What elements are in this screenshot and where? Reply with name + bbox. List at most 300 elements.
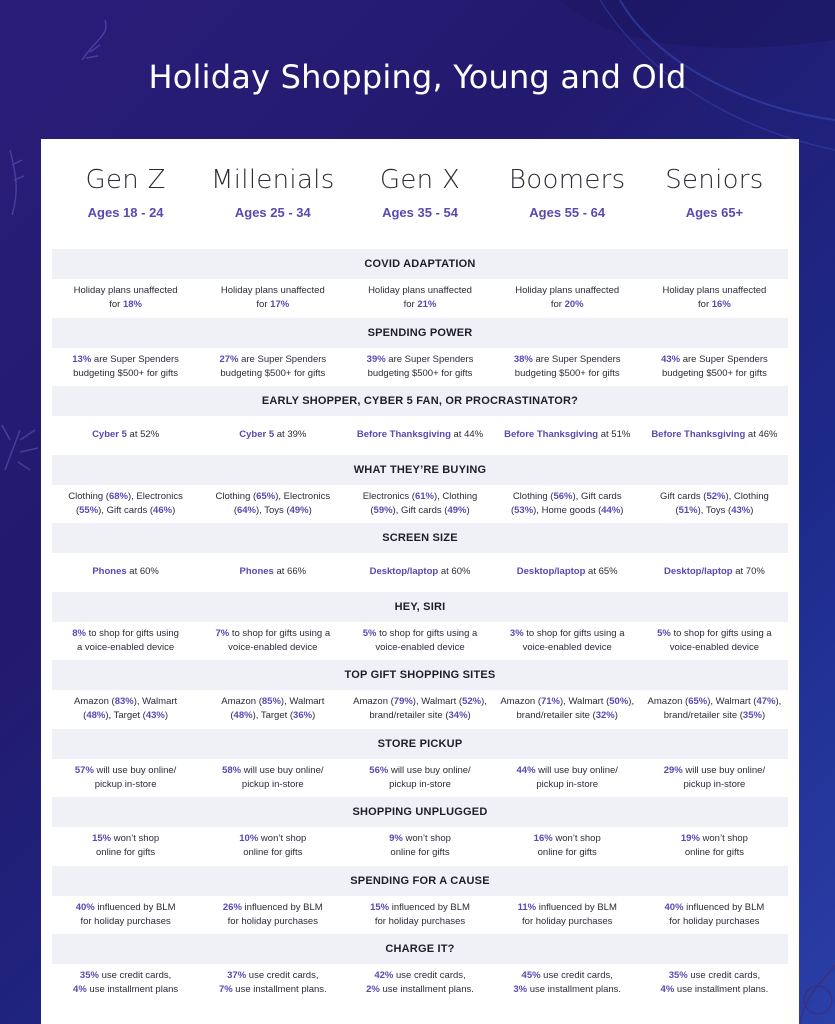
generation-column <box>199 165 346 220</box>
cell-text: ), Toys ( <box>256 504 290 516</box>
cell-line <box>645 504 784 518</box>
cell-text: Holiday plans unaffected <box>220 285 325 297</box>
cell-text: pickup in-store <box>683 778 746 790</box>
table-cell <box>52 901 199 929</box>
cell-text: Amazon ( <box>221 696 262 708</box>
highlight-value: Cyber 5 <box>239 429 275 441</box>
cell-text: online for gifts <box>243 847 303 859</box>
cell-text: online for gifts <box>684 847 744 859</box>
highlight-value: Before Thanksgiving <box>504 429 599 441</box>
cell-line <box>498 969 637 983</box>
cell-text: for <box>698 299 712 311</box>
highlight-value: 5% <box>657 627 671 639</box>
generation-name: Gen Z <box>85 165 166 195</box>
highlight-value: 48% <box>233 710 253 722</box>
cell-text: pickup in-store <box>389 778 451 790</box>
cell-text: influenced by BLM <box>389 901 470 913</box>
cell-text: Clothing ( <box>215 490 257 502</box>
table-cell <box>346 901 493 929</box>
highlight-value: 3% <box>509 627 524 639</box>
cell-text: Amazon ( <box>647 696 689 708</box>
cell-text: ), Electronics <box>127 490 183 502</box>
cell-text: Holiday plans unaffected <box>73 285 178 297</box>
highlight-value: 43% <box>661 353 681 365</box>
table-cell <box>52 428 199 442</box>
cell-line <box>350 627 489 641</box>
highlight-value: 55% <box>79 504 99 516</box>
cell-text: are Super Spenders <box>385 353 474 365</box>
highlight-value: 43% <box>731 504 751 516</box>
table-cell <box>494 353 641 381</box>
generation-column <box>52 165 199 220</box>
cell-line <box>645 353 784 367</box>
cell-line <box>645 490 784 504</box>
highlight-value: 40% <box>75 901 95 913</box>
cell-line <box>203 565 342 579</box>
table-cell <box>641 695 788 723</box>
cell-line <box>56 901 195 915</box>
highlight-value: 59% <box>373 504 393 516</box>
table-cell <box>641 764 788 792</box>
cell-text: at 66% <box>273 566 307 578</box>
cell-text: at 60% <box>126 566 159 578</box>
cell-text: won’t shop <box>552 833 601 845</box>
highlight-value: 3% <box>513 984 528 996</box>
cell-line <box>203 627 342 641</box>
cell-line <box>56 641 195 655</box>
highlight-value: Cyber 5 <box>92 429 127 441</box>
highlight-value: 68% <box>108 490 128 502</box>
table-cell <box>494 832 641 860</box>
table-cell <box>346 565 493 579</box>
cell-text: to shop for gifts using <box>85 627 179 639</box>
table-cell <box>199 764 346 792</box>
table-cell <box>641 490 788 518</box>
cell-line <box>56 969 195 983</box>
highlight-value: 50% <box>609 696 629 708</box>
highlight-value: Desktop/laptop <box>663 566 733 578</box>
cell-line <box>498 901 637 915</box>
cell-line <box>203 764 342 778</box>
cell-line <box>498 490 637 504</box>
cell-text: voice-enabled device <box>375 641 465 653</box>
cell-text: brand/retailer site ( <box>369 710 449 722</box>
cell-line <box>498 284 637 298</box>
highlight-value: 5% <box>362 627 377 639</box>
highlight-value: 57% <box>74 764 94 776</box>
generation-ages: Ages 35 - 54 <box>382 205 458 220</box>
highlight-value: 34% <box>448 710 468 722</box>
cell-line <box>498 367 637 381</box>
category-header: TOP GIFT SHOPPING SITES <box>52 660 788 690</box>
cell-text: pickup in-store <box>241 778 304 790</box>
cell-line <box>56 353 195 367</box>
cell-text: won’t shop <box>699 833 748 845</box>
highlight-value: 26% <box>222 901 242 913</box>
cell-line <box>498 846 637 860</box>
cell-line <box>350 846 489 860</box>
cell-text: ), Clothing <box>433 490 478 502</box>
cell-line <box>498 353 637 367</box>
cell-line <box>498 983 637 997</box>
table-cell <box>346 627 493 655</box>
highlight-value: 71% <box>540 696 560 708</box>
cell-text: ( <box>75 504 80 516</box>
page-title: Holiday Shopping, Young and Old <box>148 58 687 96</box>
cell-text: for <box>550 299 565 311</box>
table-cell <box>52 565 199 579</box>
cell-line <box>350 778 489 792</box>
highlight-value: 42% <box>374 970 394 982</box>
cell-line <box>498 504 637 518</box>
cell-text: ), <box>481 696 487 708</box>
cell-text: won’t shop <box>258 833 307 845</box>
cell-line <box>56 915 195 929</box>
cell-text: voice-enabled device <box>669 641 760 653</box>
cell-text: use credit cards, <box>246 970 319 982</box>
cell-line <box>56 627 195 641</box>
table-row <box>52 690 788 729</box>
cell-line <box>645 901 784 915</box>
cell-line <box>56 695 195 709</box>
cell-text: ), <box>628 696 635 708</box>
cell-text: ), Walmart ( <box>707 696 757 708</box>
category-header: WHAT THEY’RE BUYING <box>52 455 788 485</box>
cell-line <box>498 641 637 655</box>
cell-text: ( <box>370 504 374 516</box>
table-cell <box>494 764 641 792</box>
cell-line <box>645 565 784 579</box>
highlight-value: Phones <box>92 566 127 578</box>
highlight-value: 83% <box>114 696 134 708</box>
highlight-value: 4% <box>73 984 87 996</box>
table-cell <box>52 284 199 312</box>
highlight-value: 40% <box>664 901 684 913</box>
cell-text: ) <box>750 504 754 516</box>
highlight-value: 85% <box>261 696 281 708</box>
cell-line <box>498 778 637 792</box>
table-cell <box>199 490 346 518</box>
highlight-value: 46% <box>153 504 173 516</box>
table-cell <box>641 969 788 997</box>
highlight-value: 7% <box>215 627 230 639</box>
table-cell <box>346 695 493 723</box>
highlight-value: 11% <box>517 901 537 913</box>
highlight-value: 56% <box>369 764 389 776</box>
highlight-value: 61% <box>414 490 434 502</box>
table-row <box>52 279 788 318</box>
highlight-value: 51% <box>678 504 698 516</box>
highlight-value: Desktop/laptop <box>369 566 439 578</box>
cell-line <box>203 846 342 860</box>
table-row <box>52 964 788 1003</box>
table-cell <box>494 565 641 579</box>
cell-text: Electronics ( <box>362 490 415 502</box>
table-row <box>52 485 788 524</box>
cell-text: at 52% <box>126 429 160 441</box>
table-cell <box>52 832 199 860</box>
cell-text: at 44% <box>450 429 484 441</box>
highlight-value: 36% <box>293 710 313 722</box>
cell-line <box>350 353 489 367</box>
cell-text: at 60% <box>438 566 471 578</box>
table-cell <box>199 284 346 312</box>
highlight-value: 16% <box>711 299 731 311</box>
cell-line <box>645 915 784 929</box>
cell-line <box>350 428 489 442</box>
table-cell <box>641 901 788 929</box>
cell-line <box>645 778 784 792</box>
cell-line <box>498 428 637 442</box>
cell-text: brand/retailer site ( <box>663 710 743 722</box>
cell-line <box>498 709 637 723</box>
table-cell <box>641 565 788 579</box>
cell-line <box>56 367 195 381</box>
cell-line <box>645 695 784 709</box>
highlight-value: 8% <box>72 627 86 639</box>
highlight-value: 58% <box>222 764 242 776</box>
cell-line <box>203 901 342 915</box>
table-cell <box>494 695 641 723</box>
cell-line <box>203 695 342 709</box>
cell-text: at 70% <box>732 566 765 578</box>
cell-text: are Super Spenders <box>238 353 327 365</box>
infographic-card <box>41 139 799 1024</box>
cell-text: influenced by BLM <box>536 901 617 913</box>
cell-line <box>56 778 195 792</box>
cell-text: ( <box>675 504 679 516</box>
highlight-value: Before Thanksgiving <box>651 429 746 441</box>
highlight-value: 47% <box>756 696 776 708</box>
generation-name: Millenials <box>211 165 335 195</box>
cell-text: ) <box>164 710 169 722</box>
cell-text: ( <box>510 504 515 516</box>
cell-line <box>203 832 342 846</box>
cell-line <box>498 764 637 778</box>
cell-text: are Super Spenders <box>91 353 179 365</box>
category-header: SCREEN SIZE <box>52 523 788 553</box>
cell-text: will use buy online/ <box>388 764 471 776</box>
cell-text: will use buy online/ <box>241 764 324 776</box>
highlight-value: 44% <box>516 764 536 776</box>
cell-line <box>56 764 195 778</box>
cell-text: pickup in-store <box>536 778 599 790</box>
generation-ages: Ages 55 - 64 <box>529 205 606 220</box>
cell-text: use installment plans. <box>379 984 474 996</box>
table-cell <box>199 695 346 723</box>
cell-text: use credit cards, <box>687 970 761 982</box>
category-header: STORE PICKUP <box>52 729 788 759</box>
cell-text: use installment plans. <box>527 984 622 996</box>
cell-text: ) <box>172 504 176 516</box>
table-cell <box>346 284 493 312</box>
cell-text: won’t shop <box>111 833 160 845</box>
highlight-value: 20% <box>564 299 584 311</box>
highlight-value: 9% <box>389 833 403 845</box>
table-cell <box>199 901 346 929</box>
highlight-value: 53% <box>514 504 534 516</box>
cell-line <box>56 709 195 723</box>
cell-text: ( <box>230 710 234 722</box>
cell-text: ) <box>467 710 471 722</box>
cell-text: Amazon ( <box>353 696 394 708</box>
table-row <box>52 827 788 866</box>
cell-line <box>350 504 489 518</box>
cell-text: at 51% <box>598 429 631 441</box>
generation-name: Boomers <box>508 165 626 195</box>
cell-text: voice-enabled device <box>228 641 318 653</box>
cell-text: at 65% <box>585 566 618 578</box>
cell-line <box>645 764 784 778</box>
highlight-value: 65% <box>688 696 708 708</box>
cell-text: a voice-enabled device <box>77 641 175 653</box>
cell-line <box>203 428 342 442</box>
cell-line <box>350 565 489 579</box>
cell-text: to shop for gifts using a <box>376 627 478 639</box>
cell-text: ), Gift cards ( <box>392 504 448 516</box>
table-row <box>52 759 788 798</box>
highlight-value: 13% <box>72 353 92 365</box>
table-cell <box>641 428 788 442</box>
highlight-value: 29% <box>663 764 683 776</box>
highlight-value: 35% <box>742 710 762 722</box>
table-cell <box>346 969 493 997</box>
highlight-value: Phones <box>239 566 274 578</box>
cell-line <box>645 627 784 641</box>
category-header: CHARGE IT? <box>52 934 788 964</box>
cell-text: ), Gift cards ( <box>98 504 154 516</box>
cell-line <box>203 298 342 312</box>
cell-text: are Super Spenders <box>532 353 621 365</box>
cell-text: ) <box>466 504 470 516</box>
table-cell <box>641 832 788 860</box>
highlight-value: 52% <box>462 696 482 708</box>
table-cell <box>199 627 346 655</box>
cell-text: ), Target ( <box>105 710 146 722</box>
cell-line <box>350 764 489 778</box>
cell-text: ), Walmart <box>280 696 325 708</box>
cell-text: ) <box>312 710 316 722</box>
cell-line <box>350 709 489 723</box>
table-cell <box>199 565 346 579</box>
cell-text: for <box>256 299 271 311</box>
cell-text: voice-enabled device <box>522 641 612 653</box>
cell-line <box>56 846 195 860</box>
cell-text: ) <box>614 710 618 722</box>
cell-line <box>645 832 784 846</box>
cell-line <box>350 367 489 381</box>
highlight-value: 44% <box>601 504 621 516</box>
cell-line <box>56 284 195 298</box>
highlight-value: 48% <box>86 710 106 722</box>
cell-line <box>645 846 784 860</box>
table-cell <box>52 353 199 381</box>
cell-text: use installment plans. <box>674 984 769 996</box>
cell-line <box>350 641 489 655</box>
cell-text: Holiday plans unaffected <box>368 285 472 297</box>
cell-text: budgeting $500+ for gifts <box>220 367 326 379</box>
table-cell <box>494 490 641 518</box>
cell-text: ), Gift cards <box>572 490 622 502</box>
cell-line <box>56 832 195 846</box>
cell-line <box>203 915 342 929</box>
cell-line <box>56 565 195 579</box>
cell-text: Amazon ( <box>500 696 541 708</box>
cell-line <box>350 969 489 983</box>
generation-name: Seniors <box>665 165 764 195</box>
table-cell <box>641 627 788 655</box>
table-row <box>52 896 788 935</box>
cell-line <box>645 969 784 983</box>
highlight-value: 17% <box>270 299 290 311</box>
table-cell <box>199 353 346 381</box>
cell-line <box>203 490 342 504</box>
cell-line <box>498 627 637 641</box>
table-cell <box>494 284 641 312</box>
table-cell <box>199 969 346 997</box>
highlight-value: Desktop/laptop <box>516 566 586 578</box>
generation-ages: Ages 65+ <box>685 205 744 220</box>
cell-text: online for gifts <box>537 847 597 859</box>
cell-text: ) <box>308 504 312 516</box>
cell-line <box>203 504 342 518</box>
highlight-value: 49% <box>447 504 467 516</box>
cell-text: will use buy online/ <box>535 764 618 776</box>
generation-ages: Ages 25 - 34 <box>234 205 311 220</box>
highlight-value: 64% <box>236 504 256 516</box>
highlight-value: 52% <box>706 490 726 502</box>
cell-text: won’t shop <box>402 833 451 845</box>
cell-text: budgeting $500+ for gifts <box>661 367 767 379</box>
cell-line <box>645 983 784 997</box>
highlight-value: 10% <box>239 833 259 845</box>
highlight-value: 79% <box>393 696 413 708</box>
highlight-value: 27% <box>219 353 239 365</box>
category-header: HEY, SIRI <box>52 592 788 622</box>
table-cell <box>52 764 199 792</box>
cell-text: for holiday purchases <box>522 915 613 927</box>
cell-text: ), <box>775 696 782 708</box>
table-row <box>52 416 788 455</box>
table-cell <box>346 428 493 442</box>
category-header: EARLY SHOPPER, CYBER 5 FAN, OR PROCRASTINATOR? <box>52 386 788 416</box>
cell-text: for <box>403 299 418 311</box>
cell-text: online for gifts <box>390 847 450 859</box>
table-row <box>52 622 788 661</box>
table-cell <box>346 832 493 860</box>
cell-line <box>498 565 637 579</box>
cell-text: Holiday plans unaffected <box>662 285 767 297</box>
generation-column <box>346 165 493 220</box>
cell-line <box>350 832 489 846</box>
highlight-value: 35% <box>79 970 99 982</box>
cell-text: ), Walmart ( <box>412 696 463 708</box>
cell-text: ), Target ( <box>252 710 294 722</box>
table-cell <box>494 969 641 997</box>
cell-text: at 39% <box>274 429 307 441</box>
generation-name: Gen X <box>379 165 461 195</box>
cell-line <box>56 428 195 442</box>
table-cell <box>641 284 788 312</box>
cell-text: budgeting $500+ for gifts <box>514 367 620 379</box>
highlight-value: 35% <box>668 970 688 982</box>
cell-text: ) <box>620 504 624 516</box>
cell-text: budgeting $500+ for gifts <box>73 367 179 379</box>
generation-column <box>641 165 788 220</box>
highlight-value: 15% <box>92 833 112 845</box>
category-header: COVID ADAPTATION <box>52 249 788 279</box>
cell-line <box>350 695 489 709</box>
